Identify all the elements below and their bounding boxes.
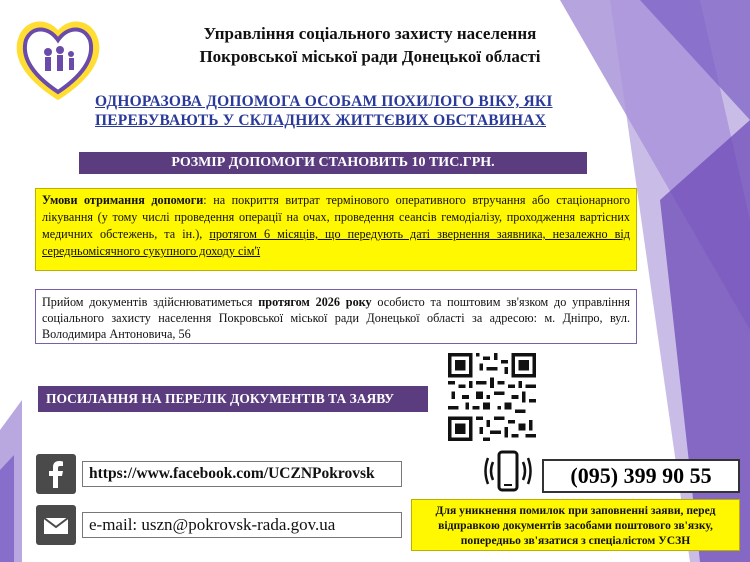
organization-name-line2: Покровської міської ради Донецької області [199, 47, 541, 66]
email-icon[interactable] [36, 505, 76, 545]
headline-line2: ПЕРЕБУВАЮТЬ У СКЛАДНИХ ЖИТТЄВИХ ОБСТАВИНАХ [95, 112, 547, 129]
facebook-icon[interactable] [36, 454, 76, 494]
facebook-link[interactable]: https://www.facebook.com/UCZNPokrovsk [82, 461, 402, 487]
conditions-box [35, 188, 637, 271]
headline-line1: ОДНОРАЗОВА ДОПОМОГА ОСОБАМ ПОХИЛОГО ВІКУ, ЯКІ [95, 93, 553, 110]
mailing-note: Для уникнення помилок при заповненні заяви, перед відправкою документів засобами поштового зв'язку, попередньо зв'язатися з спеціалістом УСЗН [411, 499, 740, 551]
documents-list-link[interactable]: ПОСИЛАННЯ НА ПЕРЕЛІК ДОКУМЕНТІВ ТА ЗАЯВУ [38, 386, 428, 412]
assistance-amount-banner: РОЗМІР ДОПОМОГИ СТАНОВИТЬ 10 ТИС.ГРН. [79, 152, 587, 174]
phone-icon [484, 446, 532, 498]
email-link[interactable]: e-mail: uszn@pokrovsk-rada.gov.ua [82, 512, 402, 538]
acceptance-period: протягом 2026 року [258, 295, 372, 309]
document-acceptance-box [35, 289, 637, 344]
organization-logo [14, 14, 102, 102]
conditions-label: Умови отримання допомоги [42, 193, 204, 207]
phone-number[interactable]: (095) 399 90 55 [542, 459, 740, 493]
acceptance-text-start: Прийом документів здійснюватиметься [42, 295, 259, 309]
acceptance-address: особисто та поштовим зв'язком до управління соціального захисту населення Покровської міської ради Донецької області за адресою: м. Дніпро, вул. Володимира Антоновича, 56 [42, 295, 630, 341]
organization-name-line1: Управління соціального захисту населення [203, 24, 537, 43]
conditions-text: : на покриття витрат термінового оперативного втручання або стаціонарного лікування (у тому числі проведення операції на очах, проведення сеансів гемодіалізу, проходження вартісних медичних обстежень, та ін.), [42, 193, 630, 241]
qr-code[interactable] [448, 353, 536, 441]
conditions-period-text: протягом 6 місяців, що передують даті звернення заявника, незалежно від середньомісячного сукупного доходу сім'ї [42, 227, 630, 258]
